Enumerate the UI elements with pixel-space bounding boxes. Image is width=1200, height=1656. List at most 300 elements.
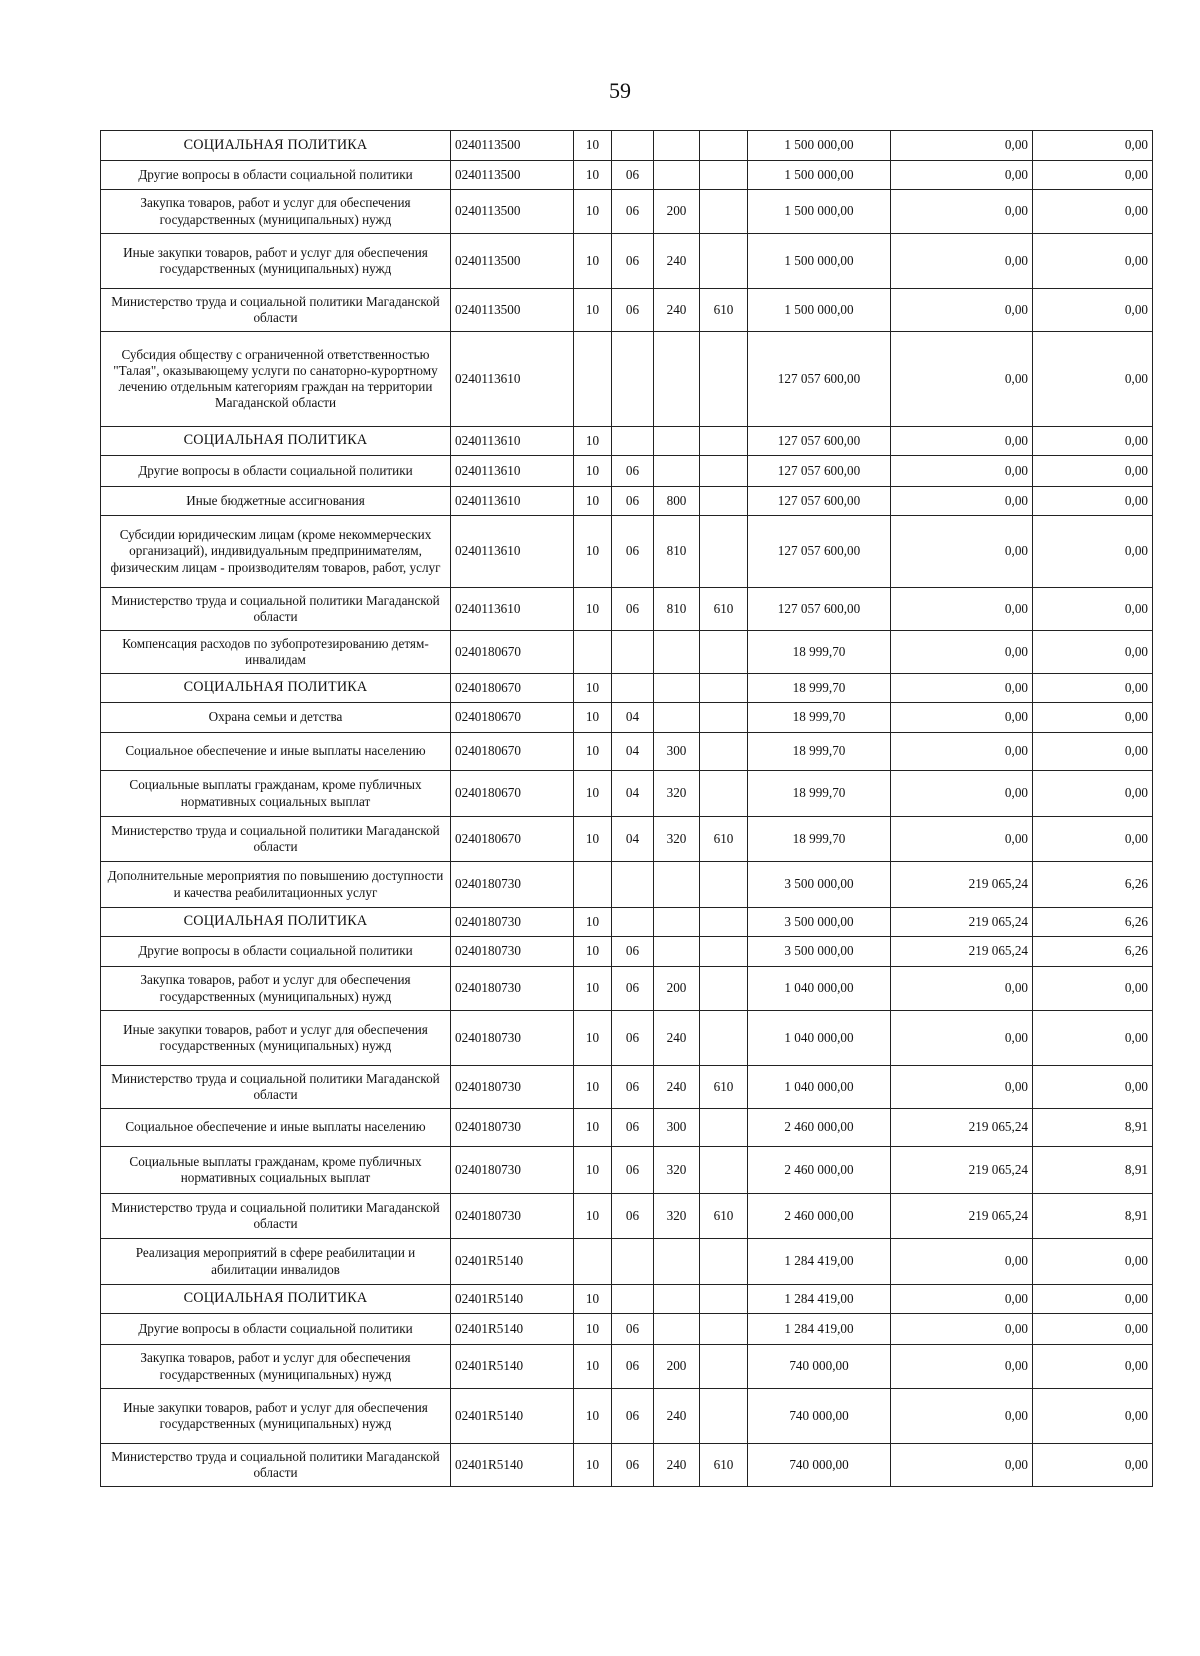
target-article-cell: 0240180730 <box>451 1194 574 1239</box>
subsection-cell: 06 <box>612 1345 654 1389</box>
subsection-cell: 06 <box>612 588 654 631</box>
target-article-cell: 0240113610 <box>451 427 574 456</box>
executed-amount-cell: 0,00 <box>891 1066 1033 1109</box>
subsection-cell: 06 <box>612 1109 654 1147</box>
execution-percent-cell: 0,00 <box>1033 631 1153 674</box>
subsection-cell: 04 <box>612 733 654 771</box>
execution-percent-cell: 0,00 <box>1033 1011 1153 1066</box>
executed-amount-cell: 0,00 <box>891 703 1033 733</box>
section-cell: 10 <box>574 234 612 289</box>
approved-amount-cell: 1 040 000,00 <box>748 1011 891 1066</box>
budget-table <box>100 130 1153 1487</box>
execution-percent-cell: 0,00 <box>1033 1345 1153 1389</box>
target-article-cell: 0240180730 <box>451 862 574 908</box>
expense-type-cell: 300 <box>654 733 700 771</box>
subsection-cell: 06 <box>612 1066 654 1109</box>
executed-amount-cell: 219 065,24 <box>891 862 1033 908</box>
subsection-cell: 06 <box>612 1194 654 1239</box>
section-cell: 10 <box>574 456 612 487</box>
section-cell: 10 <box>574 289 612 332</box>
section-cell: 10 <box>574 817 612 862</box>
administrator-cell <box>700 190 748 234</box>
expense-type-cell: 320 <box>654 1194 700 1239</box>
approved-amount-cell: 18 999,70 <box>748 733 891 771</box>
table-row <box>101 234 1153 289</box>
row-name-cell: Министерство труда и социальной политики Магаданской области <box>101 1444 451 1487</box>
target-article-cell: 0240113610 <box>451 332 574 427</box>
approved-amount-cell: 1 500 000,00 <box>748 289 891 332</box>
expense-type-cell: 320 <box>654 771 700 817</box>
section-cell: 10 <box>574 1147 612 1194</box>
table-row <box>101 1109 1153 1147</box>
administrator-cell <box>700 1011 748 1066</box>
subsection-cell <box>612 427 654 456</box>
row-name-cell: Министерство труда и социальной политики Магаданской области <box>101 817 451 862</box>
section-cell: 10 <box>574 733 612 771</box>
approved-amount-cell: 2 460 000,00 <box>748 1109 891 1147</box>
table-row <box>101 456 1153 487</box>
target-article-cell: 0240180730 <box>451 1109 574 1147</box>
administrator-cell <box>700 516 748 588</box>
table-row <box>101 588 1153 631</box>
administrator-cell <box>700 1285 748 1314</box>
section-cell: 10 <box>574 967 612 1011</box>
row-name-cell: Иные закупки товаров, работ и услуг для обеспечения государственных (муниципальных) нужд <box>101 234 451 289</box>
table-row <box>101 131 1153 161</box>
row-name-cell: Министерство труда и социальной политики Магаданской области <box>101 1066 451 1109</box>
table-row <box>101 332 1153 427</box>
table-row <box>101 1194 1153 1239</box>
table-row <box>101 1285 1153 1314</box>
execution-percent-cell: 6,26 <box>1033 908 1153 937</box>
target-article-cell: 0240180670 <box>451 817 574 862</box>
expense-type-cell: 800 <box>654 487 700 516</box>
executed-amount-cell: 219 065,24 <box>891 1147 1033 1194</box>
approved-amount-cell: 1 500 000,00 <box>748 131 891 161</box>
expense-type-cell <box>654 456 700 487</box>
execution-percent-cell: 6,26 <box>1033 862 1153 908</box>
expense-type-cell: 240 <box>654 1444 700 1487</box>
execution-percent-cell: 0,00 <box>1033 289 1153 332</box>
subsection-cell: 06 <box>612 1011 654 1066</box>
target-article-cell: 0240113500 <box>451 131 574 161</box>
section-cell: 10 <box>574 487 612 516</box>
row-name-cell: Иные закупки товаров, работ и услуг для обеспечения государственных (муниципальных) нужд <box>101 1011 451 1066</box>
row-name-cell: Министерство труда и социальной политики Магаданской области <box>101 289 451 332</box>
subsection-cell: 06 <box>612 1314 654 1345</box>
administrator-cell <box>700 631 748 674</box>
expense-type-cell <box>654 1285 700 1314</box>
approved-amount-cell: 18 999,70 <box>748 771 891 817</box>
row-name-cell: СОЦИАЛЬНАЯ ПОЛИТИКА <box>101 427 451 456</box>
target-article-cell: 0240180670 <box>451 674 574 703</box>
table-row <box>101 1011 1153 1066</box>
executed-amount-cell: 219 065,24 <box>891 908 1033 937</box>
target-article-cell: 0240113500 <box>451 289 574 332</box>
row-name-cell: Компенсация расходов по зубопротезированию детям-инвалидам <box>101 631 451 674</box>
subsection-cell <box>612 1285 654 1314</box>
approved-amount-cell: 127 057 600,00 <box>748 487 891 516</box>
section-cell: 10 <box>574 1109 612 1147</box>
executed-amount-cell: 0,00 <box>891 131 1033 161</box>
table-row <box>101 908 1153 937</box>
section-cell <box>574 631 612 674</box>
approved-amount-cell: 3 500 000,00 <box>748 937 891 967</box>
row-name-cell: СОЦИАЛЬНАЯ ПОЛИТИКА <box>101 1285 451 1314</box>
row-name-cell: Реализация мероприятий в сфере реабилитации и абилитации инвалидов <box>101 1239 451 1285</box>
table-row <box>101 817 1153 862</box>
approved-amount-cell: 127 057 600,00 <box>748 332 891 427</box>
row-name-cell: СОЦИАЛЬНАЯ ПОЛИТИКА <box>101 131 451 161</box>
target-article-cell: 02401R5140 <box>451 1444 574 1487</box>
table-row <box>101 1314 1153 1345</box>
row-name-cell: Иные бюджетные ассигнования <box>101 487 451 516</box>
table-row <box>101 516 1153 588</box>
administrator-cell: 610 <box>700 1066 748 1109</box>
subsection-cell: 06 <box>612 456 654 487</box>
target-article-cell: 0240113500 <box>451 161 574 190</box>
subsection-cell <box>612 1239 654 1285</box>
execution-percent-cell: 0,00 <box>1033 817 1153 862</box>
section-cell: 10 <box>574 1345 612 1389</box>
row-name-cell: Закупка товаров, работ и услуг для обеспечения государственных (муниципальных) нужд <box>101 190 451 234</box>
approved-amount-cell: 1 040 000,00 <box>748 1066 891 1109</box>
subsection-cell: 04 <box>612 771 654 817</box>
table-row <box>101 487 1153 516</box>
subsection-cell: 06 <box>612 190 654 234</box>
expense-type-cell <box>654 131 700 161</box>
executed-amount-cell: 0,00 <box>891 427 1033 456</box>
target-article-cell: 02401R5140 <box>451 1285 574 1314</box>
section-cell: 10 <box>574 131 612 161</box>
section-cell: 10 <box>574 516 612 588</box>
expense-type-cell: 200 <box>654 967 700 1011</box>
section-cell <box>574 862 612 908</box>
executed-amount-cell: 0,00 <box>891 1345 1033 1389</box>
row-name-cell: Субсидия обществу с ограниченной ответственностью "Талая", оказывающему услуги по санаторно-курортному лечению отдельным категориям граждан на территории Магаданской области <box>101 332 451 427</box>
executed-amount-cell: 0,00 <box>891 1285 1033 1314</box>
approved-amount-cell: 18 999,70 <box>748 817 891 862</box>
expense-type-cell <box>654 937 700 967</box>
subsection-cell <box>612 332 654 427</box>
section-cell: 10 <box>574 703 612 733</box>
expense-type-cell: 320 <box>654 1147 700 1194</box>
approved-amount-cell: 127 057 600,00 <box>748 427 891 456</box>
administrator-cell <box>700 1147 748 1194</box>
row-name-cell: Субсидии юридическим лицам (кроме некоммерческих организаций), индивидуальным предпринимателям, физическим лицам - производителям товаров, работ, услуг <box>101 516 451 588</box>
subsection-cell: 04 <box>612 703 654 733</box>
execution-percent-cell: 0,00 <box>1033 703 1153 733</box>
section-cell: 10 <box>574 771 612 817</box>
expense-type-cell: 300 <box>654 1109 700 1147</box>
executed-amount-cell: 0,00 <box>891 967 1033 1011</box>
approved-amount-cell: 740 000,00 <box>748 1345 891 1389</box>
target-article-cell: 02401R5140 <box>451 1345 574 1389</box>
approved-amount-cell: 1 500 000,00 <box>748 190 891 234</box>
executed-amount-cell: 0,00 <box>891 234 1033 289</box>
approved-amount-cell: 127 057 600,00 <box>748 456 891 487</box>
subsection-cell <box>612 674 654 703</box>
administrator-cell: 610 <box>700 1194 748 1239</box>
row-name-cell: Иные закупки товаров, работ и услуг для обеспечения государственных (муниципальных) нужд <box>101 1389 451 1444</box>
expense-type-cell: 240 <box>654 1066 700 1109</box>
approved-amount-cell: 740 000,00 <box>748 1444 891 1487</box>
table-row <box>101 631 1153 674</box>
approved-amount-cell: 18 999,70 <box>748 674 891 703</box>
executed-amount-cell: 0,00 <box>891 817 1033 862</box>
executed-amount-cell: 0,00 <box>891 289 1033 332</box>
section-cell: 10 <box>574 1314 612 1345</box>
section-cell: 10 <box>574 1285 612 1314</box>
table-row <box>101 967 1153 1011</box>
subsection-cell: 06 <box>612 289 654 332</box>
row-name-cell: Социальное обеспечение и иные выплаты населению <box>101 733 451 771</box>
expense-type-cell: 810 <box>654 588 700 631</box>
section-cell: 10 <box>574 1066 612 1109</box>
executed-amount-cell: 0,00 <box>891 456 1033 487</box>
administrator-cell: 610 <box>700 1444 748 1487</box>
target-article-cell: 0240113610 <box>451 487 574 516</box>
target-article-cell: 02401R5140 <box>451 1314 574 1345</box>
approved-amount-cell: 3 500 000,00 <box>748 908 891 937</box>
expense-type-cell: 320 <box>654 817 700 862</box>
administrator-cell <box>700 967 748 1011</box>
section-cell <box>574 1239 612 1285</box>
execution-percent-cell: 0,00 <box>1033 674 1153 703</box>
expense-type-cell: 200 <box>654 1345 700 1389</box>
expense-type-cell <box>654 1239 700 1285</box>
administrator-cell: 610 <box>700 289 748 332</box>
table-row <box>101 1444 1153 1487</box>
row-name-cell: Другие вопросы в области социальной политики <box>101 937 451 967</box>
execution-percent-cell: 0,00 <box>1033 1389 1153 1444</box>
section-cell: 10 <box>574 937 612 967</box>
administrator-cell <box>700 1239 748 1285</box>
subsection-cell: 06 <box>612 1444 654 1487</box>
section-cell: 10 <box>574 1194 612 1239</box>
administrator-cell <box>700 131 748 161</box>
execution-percent-cell: 0,00 <box>1033 234 1153 289</box>
executed-amount-cell: 0,00 <box>891 631 1033 674</box>
administrator-cell <box>700 703 748 733</box>
executed-amount-cell: 0,00 <box>891 674 1033 703</box>
subsection-cell: 06 <box>612 161 654 190</box>
execution-percent-cell: 0,00 <box>1033 456 1153 487</box>
subsection-cell <box>612 908 654 937</box>
table-row <box>101 1147 1153 1194</box>
executed-amount-cell: 0,00 <box>891 1239 1033 1285</box>
row-name-cell: Закупка товаров, работ и услуг для обеспечения государственных (муниципальных) нужд <box>101 967 451 1011</box>
administrator-cell <box>700 161 748 190</box>
expense-type-cell <box>654 862 700 908</box>
section-cell: 10 <box>574 427 612 456</box>
approved-amount-cell: 18 999,70 <box>748 703 891 733</box>
table-row <box>101 937 1153 967</box>
approved-amount-cell: 2 460 000,00 <box>748 1194 891 1239</box>
execution-percent-cell: 0,00 <box>1033 1285 1153 1314</box>
execution-percent-cell: 0,00 <box>1033 771 1153 817</box>
expense-type-cell <box>654 161 700 190</box>
row-name-cell: Другие вопросы в области социальной политики <box>101 1314 451 1345</box>
subsection-cell <box>612 631 654 674</box>
subsection-cell: 06 <box>612 516 654 588</box>
expense-type-cell <box>654 631 700 674</box>
administrator-cell <box>700 674 748 703</box>
expense-type-cell <box>654 908 700 937</box>
section-cell: 10 <box>574 588 612 631</box>
administrator-cell <box>700 427 748 456</box>
target-article-cell: 0240113500 <box>451 234 574 289</box>
row-name-cell: Социальные выплаты гражданам, кроме публичных нормативных социальных выплат <box>101 771 451 817</box>
administrator-cell: 610 <box>700 817 748 862</box>
approved-amount-cell: 1 284 419,00 <box>748 1239 891 1285</box>
section-cell: 10 <box>574 1011 612 1066</box>
row-name-cell: Другие вопросы в области социальной политики <box>101 456 451 487</box>
row-name-cell: Министерство труда и социальной политики Магаданской области <box>101 588 451 631</box>
executed-amount-cell: 0,00 <box>891 588 1033 631</box>
table-row <box>101 161 1153 190</box>
execution-percent-cell: 0,00 <box>1033 967 1153 1011</box>
row-name-cell: Министерство труда и социальной политики Магаданской области <box>101 1194 451 1239</box>
table-row <box>101 862 1153 908</box>
executed-amount-cell: 0,00 <box>891 161 1033 190</box>
target-article-cell: 0240180670 <box>451 771 574 817</box>
table-row <box>101 1345 1153 1389</box>
executed-amount-cell: 0,00 <box>891 1011 1033 1066</box>
approved-amount-cell: 2 460 000,00 <box>748 1147 891 1194</box>
administrator-cell <box>700 234 748 289</box>
executed-amount-cell: 219 065,24 <box>891 937 1033 967</box>
target-article-cell: 02401R5140 <box>451 1389 574 1444</box>
target-article-cell: 0240180670 <box>451 703 574 733</box>
row-name-cell: Дополнительные мероприятия по повышению доступности и качества реабилитационных услуг <box>101 862 451 908</box>
row-name-cell: Другие вопросы в области социальной политики <box>101 161 451 190</box>
target-article-cell: 0240113610 <box>451 456 574 487</box>
expense-type-cell: 810 <box>654 516 700 588</box>
approved-amount-cell: 3 500 000,00 <box>748 862 891 908</box>
target-article-cell: 0240180730 <box>451 1066 574 1109</box>
administrator-cell <box>700 487 748 516</box>
execution-percent-cell: 0,00 <box>1033 733 1153 771</box>
administrator-cell <box>700 1109 748 1147</box>
expense-type-cell <box>654 427 700 456</box>
executed-amount-cell: 0,00 <box>891 516 1033 588</box>
subsection-cell: 06 <box>612 1389 654 1444</box>
table-row <box>101 771 1153 817</box>
execution-percent-cell: 0,00 <box>1033 427 1153 456</box>
execution-percent-cell: 0,00 <box>1033 516 1153 588</box>
administrator-cell <box>700 1345 748 1389</box>
execution-percent-cell: 8,91 <box>1033 1194 1153 1239</box>
expense-type-cell <box>654 703 700 733</box>
execution-percent-cell: 6,26 <box>1033 937 1153 967</box>
subsection-cell <box>612 862 654 908</box>
executed-amount-cell: 219 065,24 <box>891 1194 1033 1239</box>
executed-amount-cell: 0,00 <box>891 1444 1033 1487</box>
executed-amount-cell: 0,00 <box>891 190 1033 234</box>
approved-amount-cell: 127 057 600,00 <box>748 516 891 588</box>
execution-percent-cell: 0,00 <box>1033 588 1153 631</box>
section-cell: 10 <box>574 1389 612 1444</box>
expense-type-cell: 240 <box>654 1011 700 1066</box>
subsection-cell: 06 <box>612 234 654 289</box>
expense-type-cell <box>654 674 700 703</box>
execution-percent-cell: 0,00 <box>1033 190 1153 234</box>
administrator-cell <box>700 1314 748 1345</box>
table-row <box>101 289 1153 332</box>
execution-percent-cell: 8,91 <box>1033 1147 1153 1194</box>
section-cell: 10 <box>574 190 612 234</box>
table-body <box>101 131 1153 1487</box>
section-cell: 10 <box>574 674 612 703</box>
row-name-cell: СОЦИАЛЬНАЯ ПОЛИТИКА <box>101 908 451 937</box>
row-name-cell: Охрана семьи и детства <box>101 703 451 733</box>
table-row <box>101 1389 1153 1444</box>
executed-amount-cell: 0,00 <box>891 1314 1033 1345</box>
target-article-cell: 0240180730 <box>451 967 574 1011</box>
subsection-cell: 06 <box>612 1147 654 1194</box>
row-name-cell: Социальные выплаты гражданам, кроме публичных нормативных социальных выплат <box>101 1147 451 1194</box>
expense-type-cell <box>654 1314 700 1345</box>
subsection-cell: 06 <box>612 967 654 1011</box>
execution-percent-cell: 0,00 <box>1033 131 1153 161</box>
administrator-cell: 610 <box>700 588 748 631</box>
target-article-cell: 0240113610 <box>451 588 574 631</box>
expense-type-cell <box>654 332 700 427</box>
approved-amount-cell: 1 284 419,00 <box>748 1314 891 1345</box>
administrator-cell <box>700 733 748 771</box>
target-article-cell: 0240113610 <box>451 516 574 588</box>
section-cell: 10 <box>574 908 612 937</box>
approved-amount-cell: 740 000,00 <box>748 1389 891 1444</box>
target-article-cell: 0240180670 <box>451 631 574 674</box>
row-name-cell: Закупка товаров, работ и услуг для обеспечения государственных (муниципальных) нужд <box>101 1345 451 1389</box>
subsection-cell: 06 <box>612 937 654 967</box>
target-article-cell: 02401R5140 <box>451 1239 574 1285</box>
table-row <box>101 674 1153 703</box>
execution-percent-cell: 0,00 <box>1033 1314 1153 1345</box>
row-name-cell: СОЦИАЛЬНАЯ ПОЛИТИКА <box>101 674 451 703</box>
administrator-cell <box>700 332 748 427</box>
executed-amount-cell: 0,00 <box>891 1389 1033 1444</box>
expense-type-cell: 240 <box>654 289 700 332</box>
executed-amount-cell: 219 065,24 <box>891 1109 1033 1147</box>
administrator-cell <box>700 1389 748 1444</box>
administrator-cell <box>700 862 748 908</box>
target-article-cell: 0240113500 <box>451 190 574 234</box>
section-cell: 10 <box>574 161 612 190</box>
approved-amount-cell: 1 500 000,00 <box>748 234 891 289</box>
target-article-cell: 0240180730 <box>451 937 574 967</box>
table-row <box>101 1066 1153 1109</box>
subsection-cell <box>612 131 654 161</box>
section-cell <box>574 332 612 427</box>
page-number: 59 <box>609 78 631 103</box>
table-row <box>101 1239 1153 1285</box>
expense-type-cell: 240 <box>654 1389 700 1444</box>
target-article-cell: 0240180730 <box>451 908 574 937</box>
administrator-cell <box>700 908 748 937</box>
expense-type-cell: 240 <box>654 234 700 289</box>
section-cell: 10 <box>574 1444 612 1487</box>
execution-percent-cell: 0,00 <box>1033 1066 1153 1109</box>
approved-amount-cell: 18 999,70 <box>748 631 891 674</box>
administrator-cell <box>700 456 748 487</box>
execution-percent-cell: 0,00 <box>1033 161 1153 190</box>
table-row <box>101 427 1153 456</box>
target-article-cell: 0240180730 <box>451 1147 574 1194</box>
execution-percent-cell: 0,00 <box>1033 1444 1153 1487</box>
